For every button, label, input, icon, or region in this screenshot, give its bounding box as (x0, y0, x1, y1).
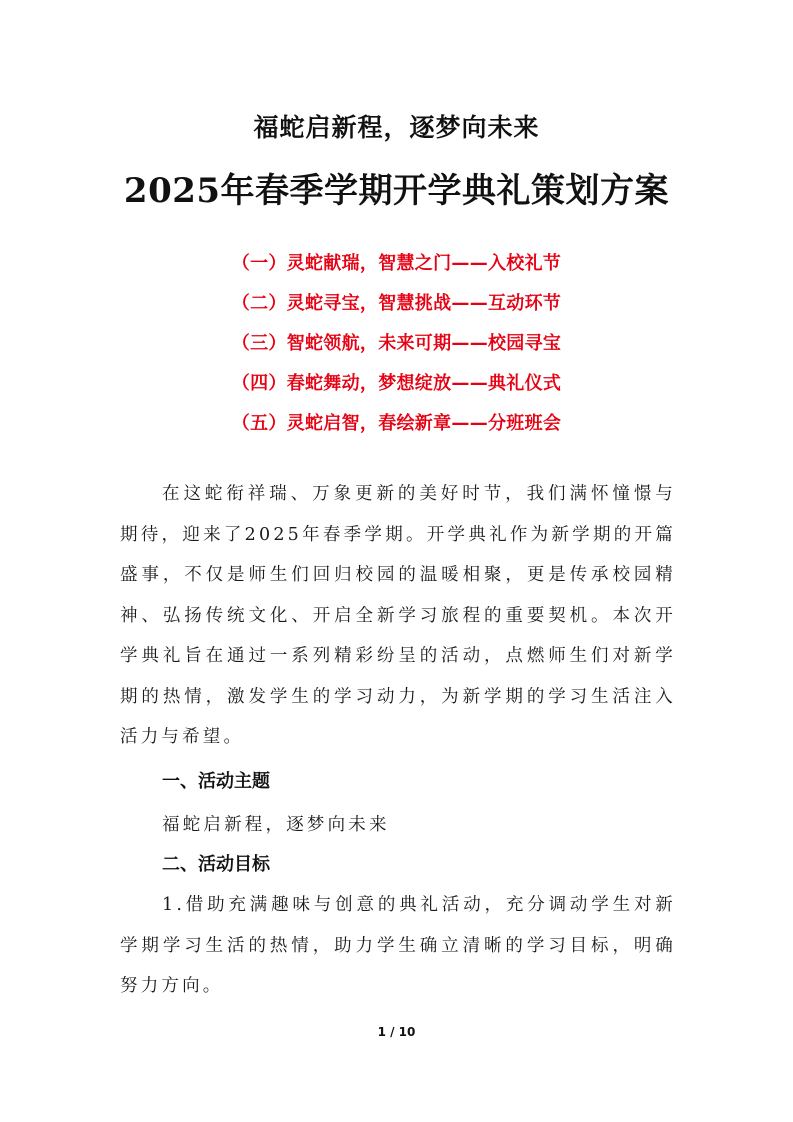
toc-item: （三）智蛇领航，未来可期——校园寻宝 (231, 333, 562, 354)
section-content-goals: 1.借助充满趣味与创意的典礼活动，充分调动学生对新学期学习生活的热情，助力学生确立清晰的学习目标，明确努力方向。 (120, 895, 676, 996)
document-title: 2025年春季学期开学典礼策划方案 (123, 171, 670, 211)
toc-item: （二）灵蛇寻宝，智慧挑战——互动环节 (231, 293, 562, 314)
table-of-contents (0, 247, 793, 447)
section-heading-theme: 一、活动主题 (162, 771, 270, 792)
page-number: 1 / 10 (377, 1025, 416, 1039)
intro-paragraph: 在这蛇衔祥瑞、万象更新的美好时节，我们满怀憧憬与期待，迎来了2025年春季学期。开学典礼作为新学期的开篇盛事，不仅是师生们回归校园的温暖相聚，更是传承校园精神、弘扬传统文化、开启全新学习旅程的重要契机。本次开学典礼旨在通过一系列精彩纷呈的活动，点燃师生们对新学期的热情，激发学生的学习动力，为新学期的学习生活注入活力与希望。 (120, 484, 676, 747)
section-content-theme: 福蛇启新程，逐梦向未来 (162, 815, 390, 835)
toc-item: （四）春蛇舞动，梦想绽放——典礼仪式 (231, 373, 562, 394)
document-subtitle: 福蛇启新程，逐梦向未来 (253, 113, 540, 142)
toc-item: （一）灵蛇献瑞，智慧之门——入校礼节 (231, 253, 562, 274)
section-heading-goals: 二、活动目标 (162, 854, 270, 875)
toc-item: （五）灵蛇启智，春绘新章——分班班会 (231, 413, 562, 434)
